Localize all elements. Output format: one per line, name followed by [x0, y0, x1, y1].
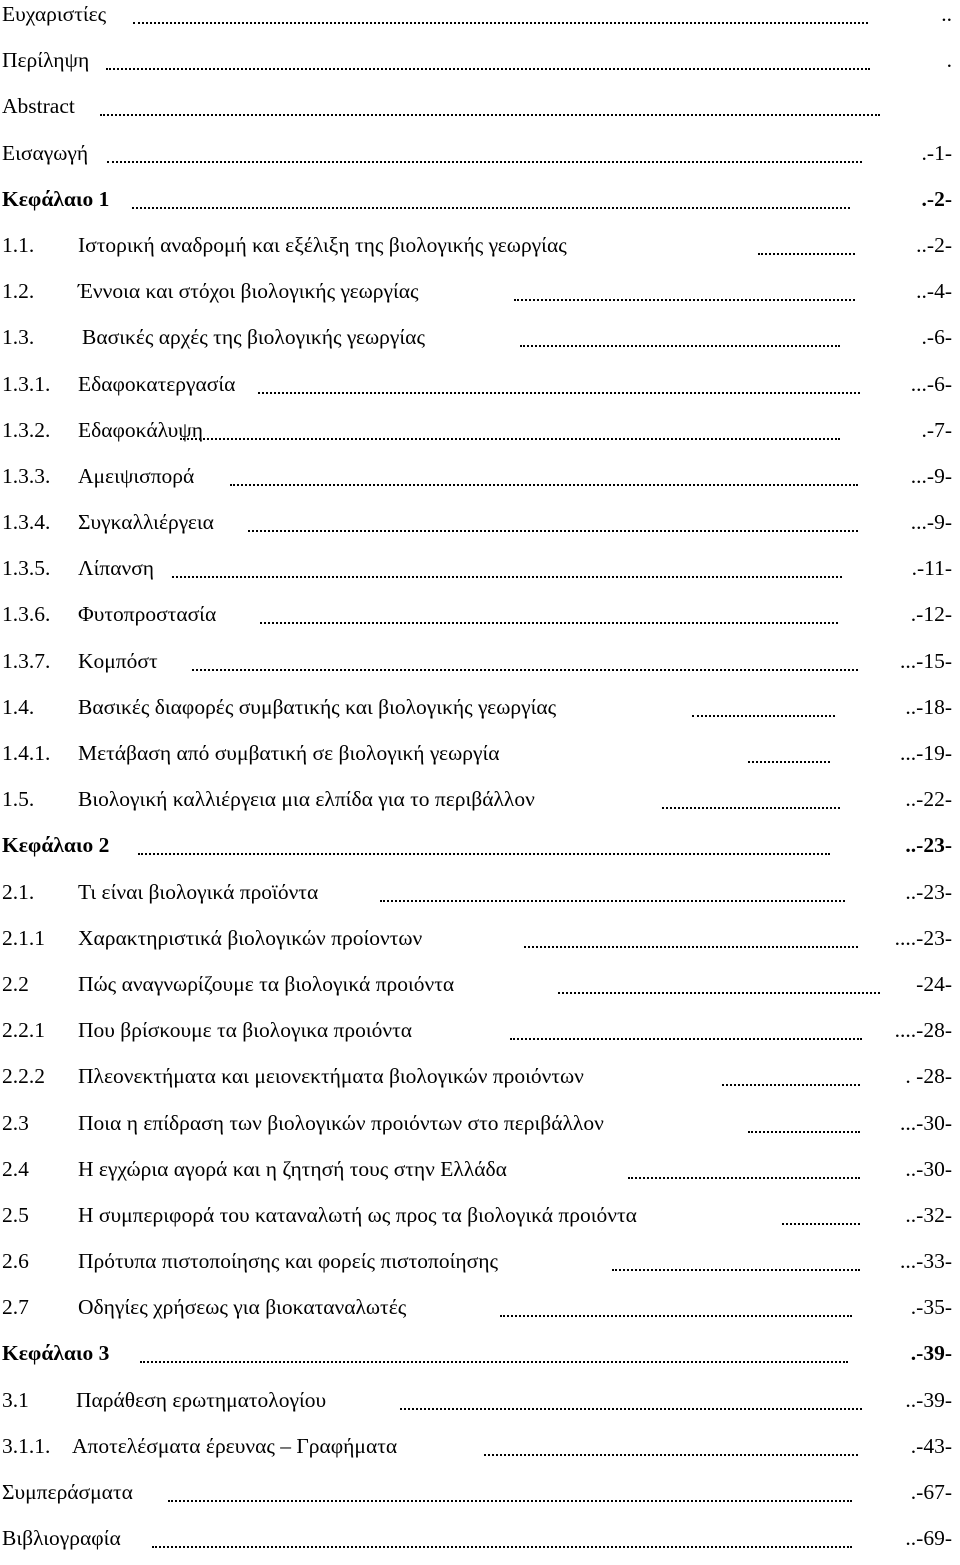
- toc-dot-leader: [520, 314, 840, 360]
- toc-entry-title: Εισαγωγή: [2, 140, 89, 165]
- toc-entry[interactable]: [0, 1007, 960, 1053]
- toc-entry-title: Κεφάλαιο 1: [2, 186, 110, 211]
- toc-entry-page-number: .-12-: [910, 602, 952, 627]
- toc-entry-number: 1.3.2.: [2, 417, 51, 442]
- toc-entry[interactable]: [0, 1100, 960, 1146]
- toc-entry[interactable]: [0, 869, 960, 915]
- toc-entry[interactable]: [0, 1330, 960, 1376]
- toc-dot-leader: [782, 1192, 860, 1238]
- toc-entry-title: Φυτοπροστασία: [78, 602, 217, 627]
- toc-entry-page-number: ....-28-: [894, 1018, 952, 1043]
- toc-entry-title: Μετάβαση από συμβατική σε βιολογική γεωργία: [78, 741, 500, 765]
- toc-entry-title: Πώς αναγνωρίζουμε τα βιολογικά προιόντα: [78, 971, 455, 996]
- toc-entry[interactable]: [0, 1515, 960, 1561]
- toc-entry[interactable]: [0, 176, 960, 222]
- toc-entry-page-number: ...-33-: [900, 1249, 952, 1274]
- toc-dot-leader: [380, 869, 845, 915]
- toc-entry[interactable]: [0, 545, 960, 591]
- toc-entry-title: Βιβλιογραφία: [2, 1526, 121, 1551]
- toc-entry-number: 2.3: [2, 1110, 29, 1135]
- toc-dot-leader: [692, 684, 835, 730]
- toc-entry[interactable]: [0, 776, 960, 822]
- toc-dot-leader: [662, 776, 840, 822]
- toc-entry[interactable]: [0, 1469, 960, 1515]
- toc-entry-number: 1.5.: [2, 787, 35, 812]
- toc-entry-page-number: .-7-: [921, 417, 952, 442]
- toc-entry[interactable]: [0, 915, 960, 961]
- toc-entry-page-number: ..-32-: [905, 1202, 952, 1227]
- toc-entry[interactable]: [0, 130, 960, 176]
- toc-dot-leader: [100, 83, 880, 129]
- toc-entry-title: Χαρακτηριστικά βιολογικών προίοντων: [78, 925, 423, 950]
- toc-entry[interactable]: [0, 37, 960, 83]
- toc-entry-title: Η εγχώρια αγορά και η ζητησή τους στην Ελλάδα: [78, 1156, 507, 1181]
- toc-entry-page-number: ..-30-: [905, 1156, 952, 1181]
- toc-entry-title: Εδαφοκατεργασία: [78, 371, 236, 396]
- toc-dot-leader: [748, 1100, 860, 1146]
- toc-entry-title: Βασικές διαφορές συμβατικής και βιολογικής γεωργίας: [78, 694, 557, 719]
- toc-dot-leader: [168, 1469, 852, 1515]
- toc-entry-number: 1.4.1.: [2, 741, 51, 765]
- toc-entry-number: 1.2.: [2, 279, 35, 304]
- toc-dot-leader: [722, 1053, 860, 1099]
- toc-entry-page-number: .-35-: [910, 1295, 952, 1320]
- toc-entry-title: Πρότυπα πιστοποίησης και φορείς πιστοποίησης: [78, 1249, 499, 1274]
- toc-dot-leader: [192, 638, 858, 684]
- toc-entry-title: Αμειψισπορά: [78, 463, 195, 488]
- toc-dot-leader: [758, 222, 855, 268]
- toc-entry-title: Παράθεση ερωτηματολογίου: [76, 1387, 327, 1412]
- toc-entry-number: 1.4.: [2, 694, 35, 719]
- toc-entry-page-number: .-1-: [921, 140, 952, 165]
- toc-entry-title: Κομπόστ: [78, 648, 158, 673]
- toc-dot-leader: [748, 730, 830, 776]
- toc-entry[interactable]: [0, 407, 960, 453]
- toc-entry-page-number: .-2-: [921, 186, 952, 211]
- toc-entry-title: Περίληψη: [2, 48, 90, 73]
- toc-dot-leader: [106, 37, 870, 83]
- toc-entry[interactable]: [0, 961, 960, 1007]
- toc-entry[interactable]: [0, 1053, 960, 1099]
- toc-entry-title: Συγκαλλιέργεια: [78, 510, 214, 535]
- toc-entry[interactable]: [0, 499, 960, 545]
- toc-entry-title: Abstract: [2, 94, 75, 119]
- toc-entry-page-number: ....-23-: [894, 925, 952, 950]
- toc-entry-number: 1.3.3.: [2, 463, 51, 488]
- toc-dot-leader: [248, 499, 858, 545]
- toc-entry[interactable]: [0, 361, 960, 407]
- toc-entry[interactable]: [0, 268, 960, 314]
- toc-entry-title: Ευχαριστίες: [2, 2, 107, 26]
- toc-entry-number: 2.2: [2, 971, 29, 996]
- toc-entry-page-number: ..-23-: [905, 833, 952, 858]
- toc-entry-number: 3.1: [2, 1387, 29, 1412]
- toc-entry-title: Αποτελέσματα έρευνας – Γραφήματα: [72, 1433, 398, 1458]
- toc-entry-number: 1.3.6.: [2, 602, 51, 627]
- toc-entry-number: 1.3.5.: [2, 556, 51, 581]
- toc-dot-leader: [107, 130, 862, 176]
- toc-entry-number: 2.1.: [2, 879, 35, 904]
- toc-entry-page-number: ...-6-: [910, 371, 952, 396]
- toc-entry-title: Εδαφοκάλυψη: [78, 417, 203, 442]
- toc-entry[interactable]: [0, 822, 960, 868]
- toc-entry-title: Κεφάλαιο 3: [2, 1341, 110, 1366]
- toc-entry-number: 1.1.: [2, 232, 35, 257]
- toc-dot-leader: [140, 1330, 848, 1376]
- toc-dot-leader: [628, 1146, 860, 1192]
- toc-entry-page-number: ..-2-: [916, 232, 952, 257]
- toc-entry-page-number: .-67-: [910, 1480, 952, 1504]
- toc-entry-page-number: .: [946, 48, 952, 73]
- toc-entry-number: 2.2.2: [2, 1064, 45, 1089]
- toc-entry-page-number: -24-: [916, 971, 952, 996]
- toc-entry-title: Βιολογική καλλιέργεια μια ελπίδα για το περιβάλλον: [78, 787, 535, 812]
- toc-dot-leader: [132, 176, 850, 222]
- toc-dot-leader: [510, 1007, 862, 1053]
- toc-dot-leader: [172, 545, 842, 591]
- toc-entry-number: 3.1.1.: [2, 1433, 51, 1458]
- toc-entry-number: 2.7: [2, 1295, 29, 1320]
- toc-dot-leader: [152, 1515, 852, 1561]
- toc-entry-page-number: ..-22-: [905, 787, 952, 812]
- toc-entry-number: 1.3.1.: [2, 371, 51, 396]
- toc-entry-page-number: ...-9-: [910, 463, 952, 488]
- toc-entry[interactable]: [0, 83, 960, 129]
- toc-entry-page-number: ...-19-: [900, 741, 952, 765]
- toc-entry-page-number: ..-23-: [905, 879, 952, 904]
- toc-dot-leader: [558, 961, 880, 1007]
- toc-dot-leader: [484, 1423, 858, 1469]
- toc-entry[interactable]: [0, 1284, 960, 1330]
- toc-entry-page-number: .-39-: [910, 1341, 952, 1366]
- toc-entry-page-number: ..-69-: [905, 1526, 952, 1551]
- toc-dot-leader: [524, 915, 858, 961]
- toc-entry[interactable]: [0, 1146, 960, 1192]
- toc-entry-page-number: ..-18-: [905, 694, 952, 719]
- toc-entry-page-number: ...-15-: [900, 648, 952, 673]
- toc-dot-leader: [230, 453, 858, 499]
- toc-entry-number: 1.3.7.: [2, 648, 51, 673]
- toc-entry-number: 2.6: [2, 1249, 29, 1274]
- toc-entry-page-number: .-11-: [911, 556, 952, 581]
- toc-dot-leader: [180, 407, 840, 453]
- toc-entry[interactable]: [0, 730, 960, 776]
- toc-dot-leader: [612, 1238, 860, 1284]
- toc-entry-page-number: . -28-: [905, 1064, 952, 1089]
- toc-entry-number: 2.5: [2, 1202, 29, 1227]
- toc-entry-page-number: .-6-: [921, 325, 952, 350]
- toc-dot-leader: [258, 361, 860, 407]
- toc-entry[interactable]: [0, 591, 960, 637]
- toc-entry-page-number: ..-39-: [905, 1387, 952, 1412]
- toc-entry-number: 2.4: [2, 1156, 29, 1181]
- toc-entry-title: Η συμπεριφορά του καταναλωτή ως προς τα βιολογικά προιόντα: [78, 1202, 637, 1227]
- toc-entry[interactable]: [0, 684, 960, 730]
- toc-entry-title: Λίπανση: [78, 556, 155, 581]
- toc-entry[interactable]: [0, 0, 960, 37]
- toc-dot-leader: [514, 268, 855, 314]
- toc-dot-leader: [400, 1377, 862, 1423]
- toc-entry[interactable]: [0, 222, 960, 268]
- toc-entry[interactable]: [0, 1423, 960, 1469]
- toc-entry-title: Πλεονεκτήματα και μειονεκτήματα βιολογικών προιόντων: [78, 1064, 584, 1089]
- toc-entry-number: 1.3.: [2, 325, 35, 350]
- toc-entry[interactable]: [0, 1238, 960, 1284]
- toc-entry-number: 1.3.4.: [2, 510, 51, 535]
- toc-entry-title: Ιστορική αναδρομή και εξέλιξη της βιολογικής γεωργίας: [78, 232, 567, 257]
- toc-entry-page-number: ...-9-: [910, 510, 952, 535]
- toc-entry-number: 2.2.1: [2, 1018, 45, 1043]
- toc-entry-page-number: .-43-: [910, 1433, 952, 1458]
- toc-dot-leader: [500, 1284, 852, 1330]
- toc-dot-leader: [260, 591, 838, 637]
- toc-entry-title: Ποια η επίδραση των βιολογικών προιόντων στο περιβάλλον: [78, 1110, 604, 1135]
- toc-entry[interactable]: [0, 638, 960, 684]
- toc-dot-leader: [133, 0, 868, 37]
- toc-entry-title: Που βρίσκουμε τα βιολογικα προιόντα: [78, 1018, 413, 1043]
- toc-entry[interactable]: [0, 453, 960, 499]
- toc-entry-title: Συμπεράσματα: [2, 1480, 133, 1504]
- toc-entry-title: Οδηγίες χρήσεως για βιοκαταναλωτές: [78, 1295, 407, 1320]
- toc-entry-page-number: ..-4-: [916, 279, 952, 304]
- toc-dot-leader: [138, 822, 830, 868]
- toc-entry-title: Βασικές αρχές της βιολογικής γεωργίας: [82, 325, 425, 350]
- toc-entry-page-number: ..: [941, 2, 952, 26]
- toc-entry-title: Κεφάλαιο 2: [2, 833, 110, 858]
- toc-entry[interactable]: [0, 314, 960, 360]
- toc-entry-title: Τι είναι βιολογικά προϊόντα: [78, 879, 319, 904]
- toc-entry-title: Έννοια και στόχοι βιολογικής γεωργίας: [78, 279, 419, 304]
- toc-entry-number: 2.1.1: [2, 925, 45, 950]
- toc-entry[interactable]: [0, 1192, 960, 1238]
- toc-entry[interactable]: [0, 1377, 960, 1423]
- toc-entry-page-number: ...-30-: [900, 1110, 952, 1135]
